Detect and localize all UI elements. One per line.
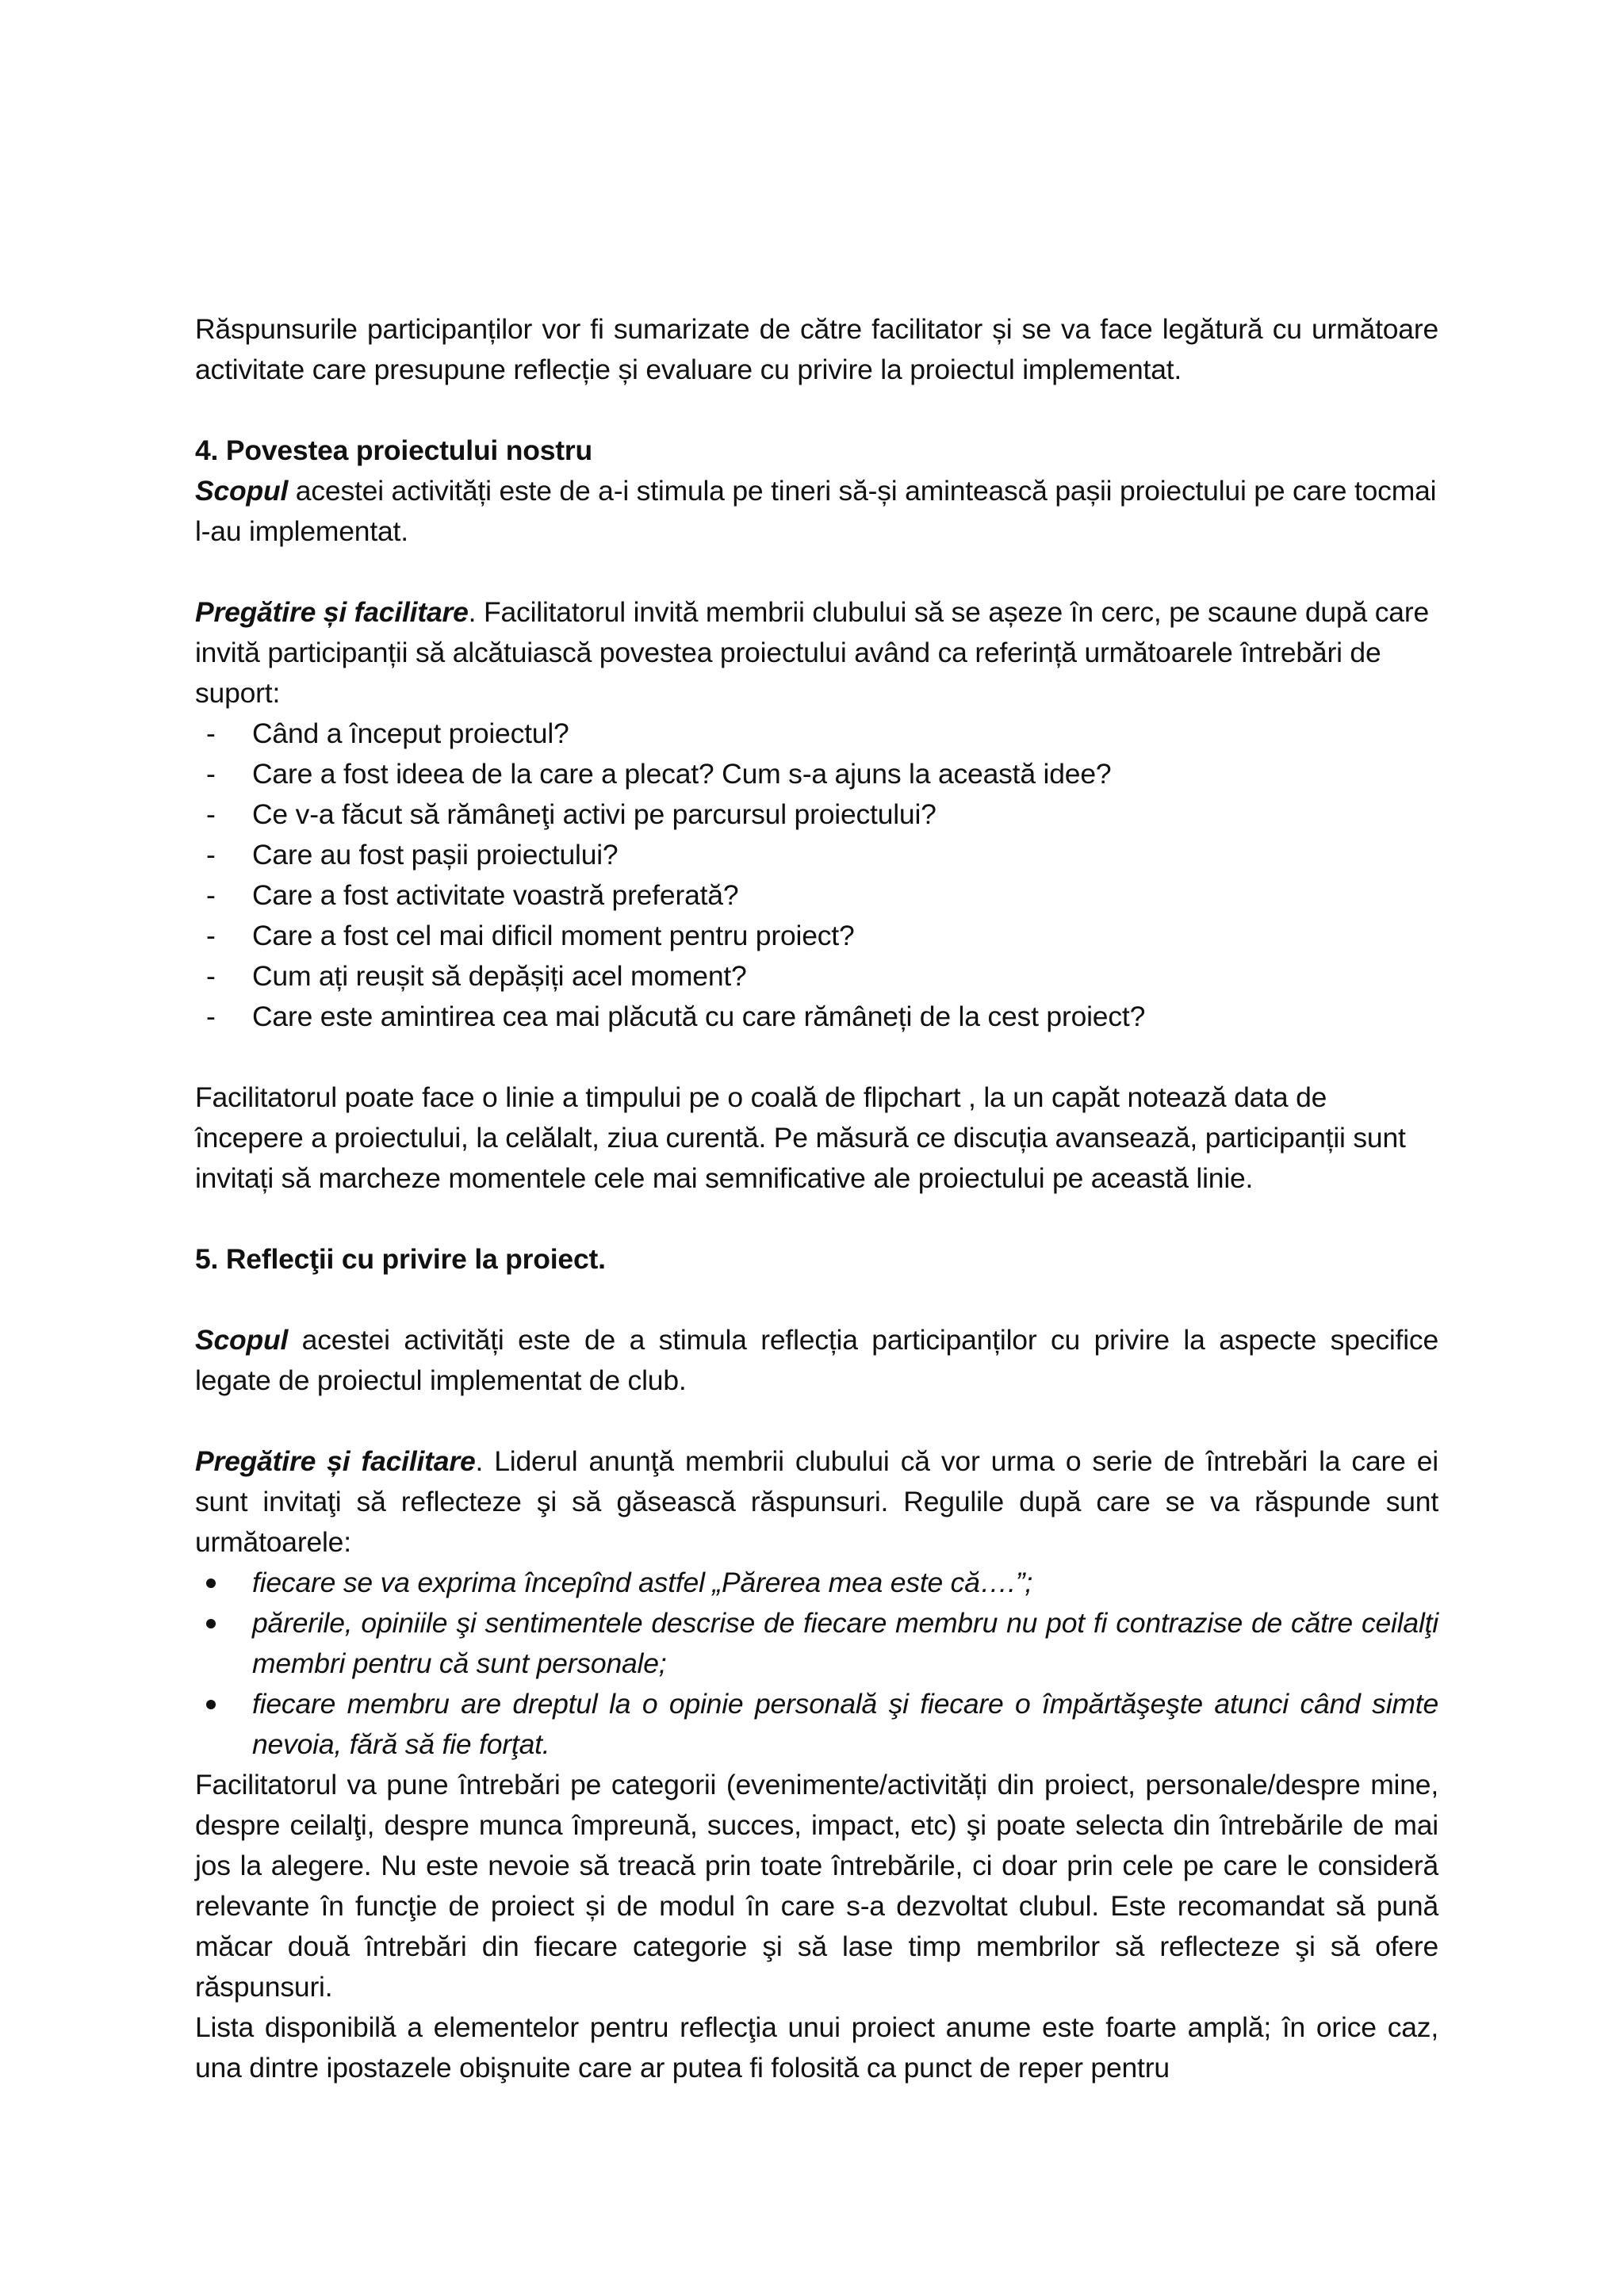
spacer xyxy=(195,1401,1438,1441)
spacer xyxy=(195,552,1438,592)
bullet-icon xyxy=(206,1578,216,1588)
preparation-label: Pregătire și facilitare xyxy=(195,596,469,628)
purpose-label: Scopul xyxy=(195,1324,289,1356)
question-text: Care a fost activitate voastră preferată? xyxy=(252,879,739,911)
bullet-icon xyxy=(206,1619,216,1628)
section-5-purpose-paragraph xyxy=(195,1320,1438,1401)
question-text: Cum ați reușit să depășiți acel moment? xyxy=(252,960,747,992)
question-text: Ce v-a făcut să rămâneţi activi pe parcursul proiectului? xyxy=(252,798,936,830)
purpose-label: Scopul xyxy=(195,475,289,507)
list-item xyxy=(195,956,1438,997)
section-4-purpose-paragraph xyxy=(195,471,1438,552)
categories-paragraph: Facilitatorul va pune întrebări pe categorii (evenimente/activități din proiect, personale/despre mine, despre ceilalţi, despre munca împreună, succes, impact, etc) şi poate selecta din întrebările de mai jos la alegere. Nu este nevoie să treacă prin toate întrebările, ci doar prin cele pe care le consideră relevante în funcţie de proiect și de modul în care s-a dezvoltat clubul. Este recomandat să pună măcar două întrebări din fiecare categorie şi să lase timp membrilor să reflecteze şi să ofere răspunsuri. xyxy=(195,1769,1438,2003)
question-text: Când a început proiectul? xyxy=(252,718,569,749)
reflection-list-paragraph: Lista disponibilă a elementelor pentru reflecţia unui proiect anume este foarte amplă; în orice caz, una dintre ipostazele obişnuite care ar putea fi folosită ca punct de reper pentru xyxy=(195,2011,1438,2084)
preparation-text: . Facilitatorul invită membrii clubului să se așeze în cerc, pe scaune după care invită participanții să alcătuiască povestea proiectului având ca referință următoarele întrebări de suport: xyxy=(195,596,1429,709)
rule-text: fiecare se va exprima începînd astfel „Părerea mea este că….”; xyxy=(252,1567,1033,1598)
dash-marker: - xyxy=(206,718,216,749)
preparation-text: . Liderul anunţă membrii clubului că vor urma o serie de întrebări la care ei sunt invitaţi să reflecteze şi să găsească răspunsuri. Regulile după care se va răspunde sunt următoarele: xyxy=(195,1445,1438,1558)
question-text: Care a fost ideea de la care a plecat? Cum s-a ajuns la această idee? xyxy=(252,758,1112,790)
section-5-heading: 5. Reflecţii cu privire la proiect. xyxy=(195,1243,606,1275)
spacer xyxy=(195,1037,1438,1077)
section-4-heading: 4. Povestea proiectului nostru xyxy=(195,434,592,466)
spacer xyxy=(195,390,1438,430)
dash-marker: - xyxy=(206,798,216,830)
question-text: Care au fost pașii proiectului? xyxy=(252,839,619,871)
list-item xyxy=(195,1603,1438,1684)
intro-paragraph: Răspunsurile participanților vor fi sumarizate de către facilitator și se va face legătură cu următoare activitate care presupune reflecție și evaluare cu privire la proiectul implementat. xyxy=(195,313,1438,385)
purpose-text: acestei activități este de a stimula reflecția participanților cu privire la aspecte specifice legate de proiectul implementat de club. xyxy=(195,1324,1438,1396)
list-item xyxy=(195,1684,1438,1765)
list-item xyxy=(195,754,1438,794)
support-questions-list xyxy=(195,714,1438,1037)
list-item xyxy=(195,794,1438,835)
list-item xyxy=(195,714,1438,754)
list-item xyxy=(195,835,1438,875)
dash-marker: - xyxy=(206,879,216,911)
timeline-paragraph: Facilitatorul poate face o linie a timpului pe o coală de flipchart , la un capăt notează data de începere a proiectului, la celălalt, ziua curentă. Pe măsură ce discuția avansează, participanții sunt invitați să marcheze momentele cele mai semnificative ale proiectului pe această linie. xyxy=(195,1081,1406,1194)
list-item xyxy=(195,997,1438,1037)
dash-marker: - xyxy=(206,839,216,871)
section-5-preparation-paragraph xyxy=(195,1441,1438,1563)
preparation-label: Pregătire și facilitare xyxy=(195,1445,476,1477)
section-4-preparation-paragraph xyxy=(195,592,1438,714)
dash-marker: - xyxy=(206,960,216,992)
rule-text: părerile, opiniile şi sentimentele descrise de fiecare membru nu pot fi contrazise de către ceilalţi membri pentru că sunt personale; xyxy=(252,1607,1438,1679)
dash-marker: - xyxy=(206,758,216,790)
dash-marker: - xyxy=(206,920,216,951)
question-text: Care a fost cel mai dificil moment pentru proiect? xyxy=(252,920,855,951)
rule-text: fiecare membru are dreptul la o opinie personală şi fiecare o împărtăşeşte atunci când simte nevoia, fără să fie forţat. xyxy=(252,1688,1438,1760)
spacer xyxy=(195,1199,1438,1239)
rules-list xyxy=(195,1563,1438,1765)
spacer xyxy=(195,1280,1438,1320)
list-item xyxy=(195,875,1438,916)
question-text: Care este amintirea cea mai plăcută cu care rămâneți de la cest proiect? xyxy=(252,1001,1146,1032)
purpose-text: acestei activități este de a-i stimula pe tineri să-și amintească pașii proiectului pe care tocmai l-au implementat. xyxy=(195,475,1437,547)
dash-marker: - xyxy=(206,1001,216,1032)
bullet-icon xyxy=(206,1700,216,1709)
list-item xyxy=(195,916,1438,956)
document-page xyxy=(195,309,1438,2088)
list-item xyxy=(195,1563,1438,1603)
